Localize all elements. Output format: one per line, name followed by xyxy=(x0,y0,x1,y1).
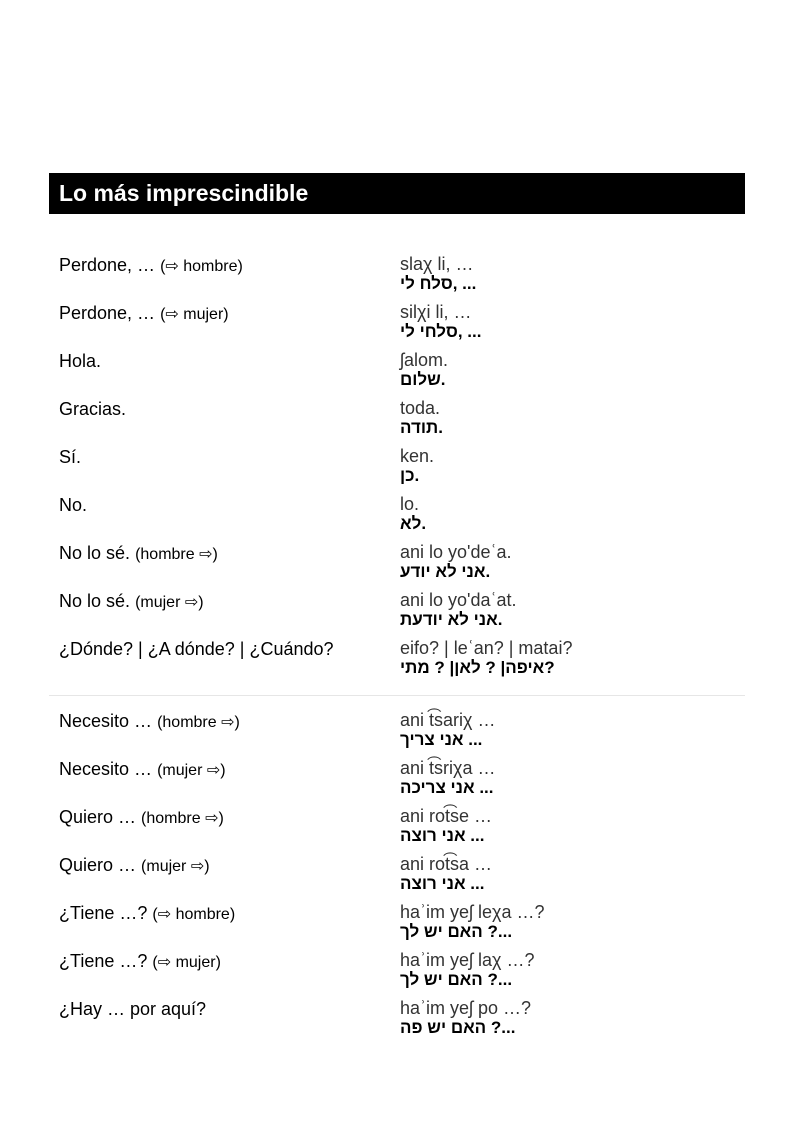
phrase-row xyxy=(59,997,745,1045)
phrase-row xyxy=(59,301,745,349)
transliteration: haʾim yeʃ leχa …? xyxy=(400,902,545,922)
spanish-phrase xyxy=(59,589,204,615)
hebrew-phrase: האם יש פה ?... xyxy=(400,1018,516,1037)
spanish-text: Sí. xyxy=(59,447,82,467)
spanish-text: ¿Hay … por aquí? xyxy=(59,999,207,1019)
hebrew-phrase: אני לא יודעת. xyxy=(400,610,503,629)
hebrew-phrase: אני צריך ... xyxy=(400,730,483,749)
gender-note: (hombre ⇨) xyxy=(141,810,224,827)
section-header xyxy=(49,173,745,214)
gender-note: (⇨ mujer) xyxy=(152,954,221,971)
spanish-phrase xyxy=(59,709,240,735)
hebrew-phrase: האם יש לך ?... xyxy=(400,922,513,941)
phrase-row xyxy=(59,253,745,301)
gender-note: (⇨ hombre) xyxy=(152,906,236,923)
spanish-phrase xyxy=(59,637,334,661)
phrase-row xyxy=(59,901,745,949)
phrase-row xyxy=(59,349,745,397)
spanish-text: ¿Dónde? | ¿A dónde? | ¿Cuándo? xyxy=(59,639,334,659)
phrase-row xyxy=(59,493,745,541)
spanish-phrase xyxy=(59,757,226,783)
spanish-phrase xyxy=(59,253,243,279)
spanish-text: Necesito … xyxy=(59,711,153,731)
phrase-row xyxy=(59,709,745,757)
hebrew-phrase: סלח לי, ... xyxy=(400,274,477,293)
spanish-text: No. xyxy=(59,495,88,515)
transliteration: ani t͡sariχ … xyxy=(400,710,496,730)
spanish-text: ¿Tiene …? xyxy=(59,951,148,971)
spanish-phrase xyxy=(59,805,224,831)
transliteration: toda. xyxy=(400,398,441,418)
hebrew-phrase: שלום. xyxy=(400,370,446,389)
gender-note: (⇨ hombre) xyxy=(160,258,243,275)
gender-note: (mujer ⇨) xyxy=(135,594,204,611)
transliteration: eifo? | leʿan? | matai? xyxy=(400,638,573,658)
gender-note: (hombre ⇨) xyxy=(135,546,218,563)
transliteration: ani t͡sriχa … xyxy=(400,758,496,778)
transliteration: ani lo yo'daʿat. xyxy=(400,590,517,610)
spanish-phrase xyxy=(59,397,126,421)
spanish-text: Quiero … xyxy=(59,855,137,875)
phrase-row xyxy=(59,445,745,493)
hebrew-phrase: סלחי לי, ... xyxy=(400,322,482,341)
spanish-phrase xyxy=(59,541,218,567)
phrase-row xyxy=(59,637,745,685)
spanish-phrase xyxy=(59,349,101,373)
spanish-phrase xyxy=(59,853,210,879)
spanish-text: Necesito … xyxy=(59,759,153,779)
transliteration: ani rot͡sa … xyxy=(400,854,493,874)
gender-note: (mujer ⇨) xyxy=(141,858,210,875)
transliteration: haʾim yeʃ laχ …? xyxy=(400,950,535,970)
transliteration: silχi li, … xyxy=(400,302,472,322)
spanish-text: Quiero … xyxy=(59,807,137,827)
spanish-phrase xyxy=(59,445,81,469)
transliteration: ken. xyxy=(400,446,435,466)
hebrew-phrase: כן. xyxy=(400,466,420,485)
transliteration: haʾim yeʃ po …? xyxy=(400,998,532,1018)
transliteration: ʃalom. xyxy=(400,350,449,370)
phrase-row xyxy=(59,805,745,853)
section-divider xyxy=(49,695,745,696)
spanish-phrase xyxy=(59,301,229,327)
hebrew-phrase: האם יש לך ?... xyxy=(400,970,513,989)
spanish-text: ¿Tiene …? xyxy=(59,903,148,923)
phrase-list-basics xyxy=(59,253,745,685)
phrase-row xyxy=(59,397,745,445)
section-title: Lo más imprescindible xyxy=(59,180,309,206)
gender-note: (⇨ mujer) xyxy=(160,306,229,323)
hebrew-phrase: אני לא יודע. xyxy=(400,562,491,581)
hebrew-phrase: אני רוצה ... xyxy=(400,874,485,893)
hebrew-phrase: איפה| ? לאן| ? מתי? xyxy=(400,658,555,677)
spanish-text: Perdone, … xyxy=(59,255,156,275)
spanish-text: Hola. xyxy=(59,351,102,371)
spanish-text: No lo sé. xyxy=(59,591,131,611)
phrase-row xyxy=(59,949,745,997)
hebrew-phrase: אני רוצה ... xyxy=(400,826,485,845)
phrase-row xyxy=(59,757,745,805)
gender-note: (mujer ⇨) xyxy=(157,762,226,779)
transliteration: ani rot͡se … xyxy=(400,806,493,826)
spanish-phrase xyxy=(59,901,235,927)
spanish-text: Perdone, … xyxy=(59,303,156,323)
hebrew-phrase: אני צריכה ... xyxy=(400,778,494,797)
spanish-phrase xyxy=(59,949,221,975)
phrase-row xyxy=(59,589,745,637)
spanish-phrase xyxy=(59,997,206,1021)
gender-note: (hombre ⇨) xyxy=(157,714,240,731)
spanish-text: Gracias. xyxy=(59,399,127,419)
transliteration: lo. xyxy=(400,494,420,514)
spanish-text: No lo sé. xyxy=(59,543,131,563)
transliteration: slaχ li, … xyxy=(400,254,474,274)
hebrew-phrase: לא. xyxy=(400,514,427,533)
hebrew-phrase: תודה. xyxy=(400,418,443,437)
phrase-row xyxy=(59,541,745,589)
transliteration: ani lo yo'deʿa. xyxy=(400,542,512,562)
spanish-phrase xyxy=(59,493,87,517)
phrase-list-needs xyxy=(59,709,745,1045)
phrase-row xyxy=(59,853,745,901)
